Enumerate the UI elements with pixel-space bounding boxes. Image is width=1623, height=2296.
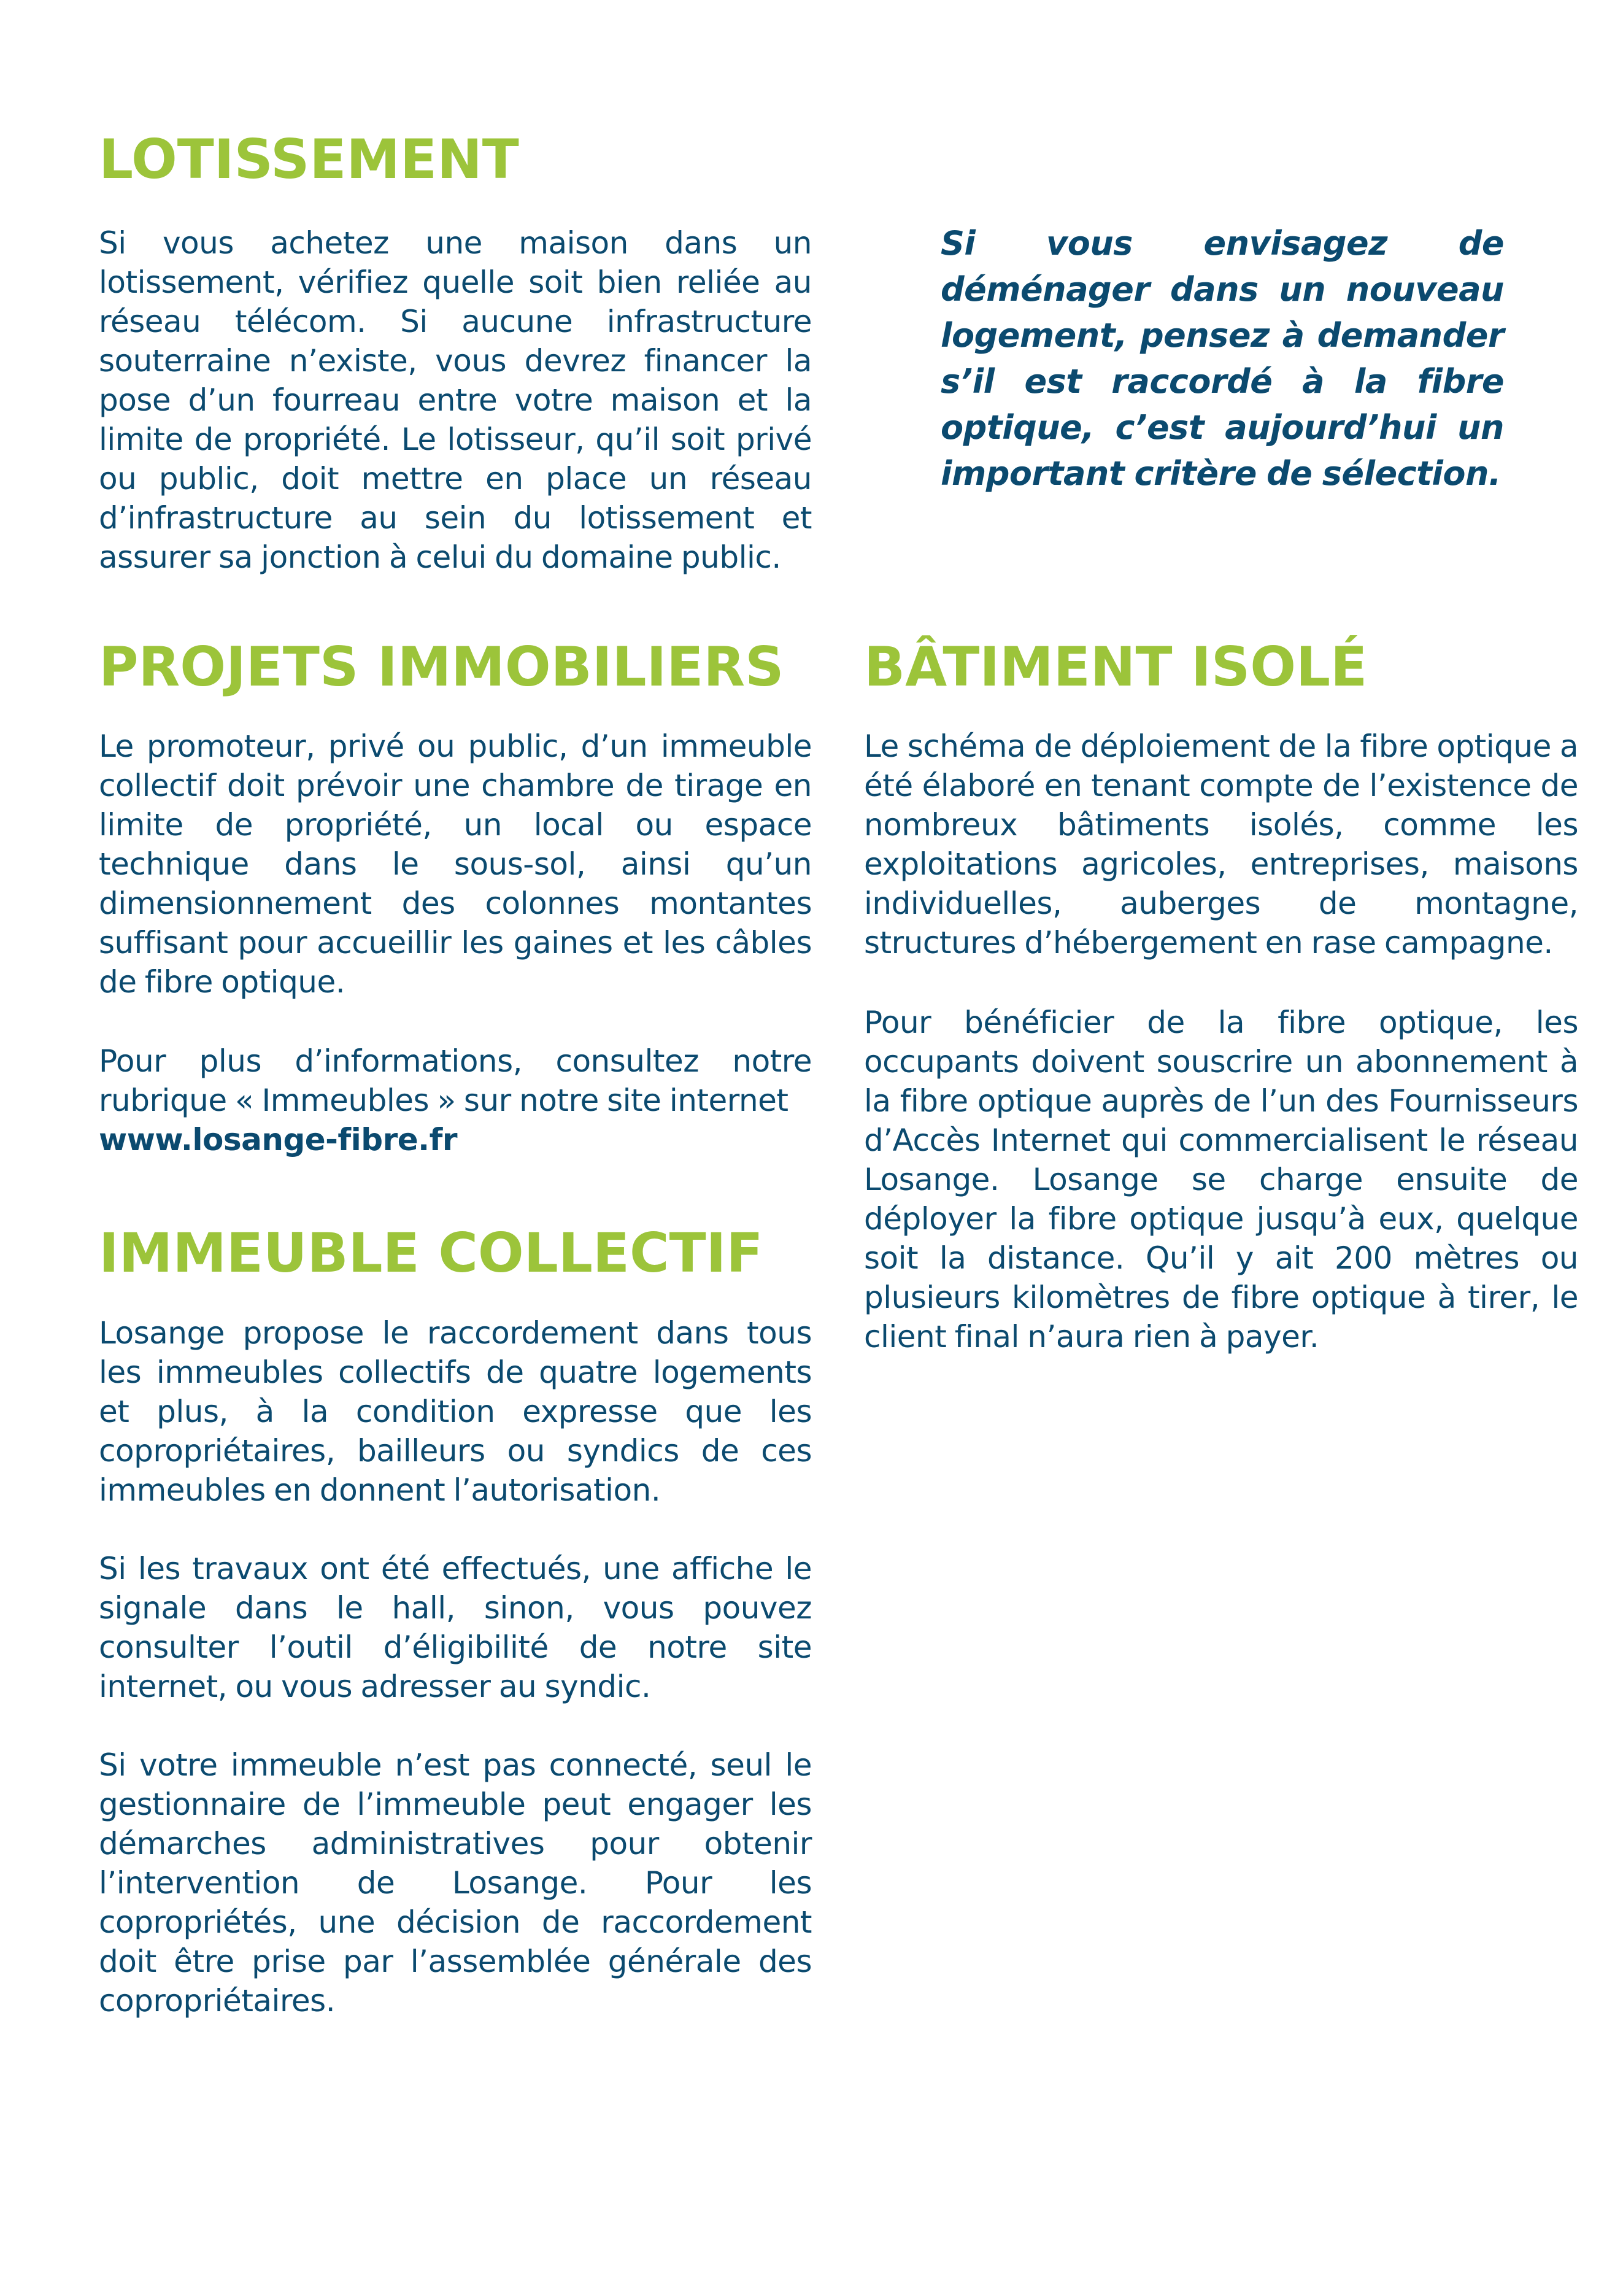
projets-info-block: [99, 1042, 812, 1159]
heading-batiment-isole: BÂTIMENT ISOLÉ: [864, 635, 1368, 698]
immeuble-paragraph-2: Si les travaux ont été effectués, une affiche le signale dans le hall, sinon, vous pouvez consulter l’outil d’éligibilité de notre site internet, ou vous adresser au syndic.: [99, 1551, 812, 1704]
heading-projets-immobiliers: PROJETS IMMOBILIERS: [99, 635, 784, 698]
heading-immeuble-collectif: IMMEUBLE COLLECTIF: [99, 1221, 763, 1285]
relocation-tip-quote: Si vous envisagez de déménager dans un nouveau logement, pensez à demander s’il est raccordé à la fibre optique, c’est aujourd’hui un important critère de sélection.: [941, 224, 1504, 493]
immeuble-paragraph-3: Si votre immeuble n’est pas connecté, seul le gestionnaire de l’immeuble peut engager les démarches administratives pour obtenir l’intervention de Losange. Pour les copropriétés, une décision de raccordement doit être prise par l’assemblée générale des copropriétaires.: [99, 1747, 812, 2019]
projets-body: Le promoteur, privé ou public, d’un immeuble collectif doit prévoir une chambre de tirage en limite de propriété, un local ou espace technique dans le sous-sol, ainsi qu’un dimensionnement des colonnes montantes suffisant pour accueillir les gaines et les câbles de fibre optique.: [99, 729, 812, 1000]
batiment-paragraph-2: Pour bénéficier de la fibre optique, les occupants doivent souscrire un abonnement à la fibre optique auprès de l’un des Fournisseurs d’Accès Internet qui commercialisent le réseau Losange. Losange se charge ensuite de déployer la fibre optique jusqu’à eux, quelque soit la distance. Qu’il y ait 200 mètres ou plusieurs kilomètres de fibre optique à tirer, le client final n’aura rien à payer.: [864, 1005, 1578, 1355]
heading-lotissement: LOTISSEMENT: [99, 128, 519, 191]
lotissement-body: Si vous achetez une maison dans un lotissement, vérifiez quelle soit bien reliée au réseau télécom. Si aucune infrastructure souterraine n’existe, vous devrez financer la pose d’un fourreau entre votre maison et la limite de propriété. Le lotisseur, qu’il soit privé ou public, doit mettre en place un réseau d’infrastructure au sein du lotissement et assurer sa jonction à celui du domaine public.: [99, 225, 812, 575]
immeuble-paragraph-1: Losange propose le raccordement dans tous les immeubles collectifs de quatre logements et plus, à la condition expresse que les copropriétaires, bailleurs ou syndics de ces immeubles en donnent l’autorisation.: [99, 1315, 812, 1508]
projets-info: Pour plus d’informations, consultez notre rubrique « Immeubles » sur notre site internet: [99, 1043, 812, 1118]
website-link[interactable]: www.losange-fibre.fr: [99, 1122, 458, 1158]
batiment-paragraph-1: Le schéma de déploiement de la fibre optique a été élaboré en tenant compte de l’existence de nombreux bâtiments isolés, comme les exploitations agricoles, entreprises, maisons individuelles, auberges de montagne, structures d’hébergement en rase campagne.: [864, 729, 1578, 961]
